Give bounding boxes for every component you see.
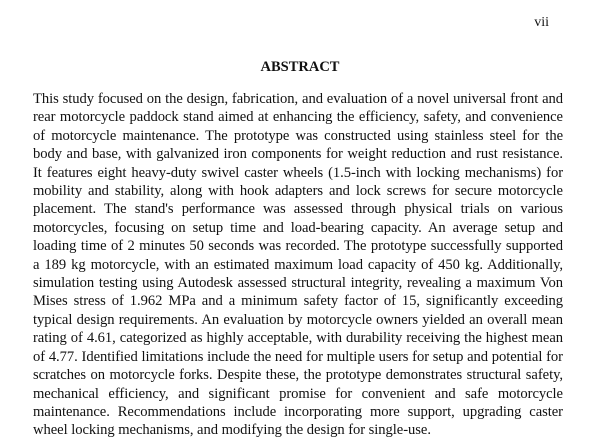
abstract-paragraph: This study focused on the design, fabrication, and evaluation of a novel universal front and rear motorcycle paddock stand aimed at enhancing the efficiency, safety, and convenience of motorcycle maintenance. The prototype was constructed using stainless steel for the body and base, with galvanized iron components for weight reduction and rust resistance. It features eight heavy-duty swivel caster wheels (1.5-inch with locking mechanisms) for mobility and stability, along with hook adapters and lock screws for secure motorcycle placement. The stand's performance was assessed through physical trials on various motorcycles, focusing on setup time and load-bearing capacity. An average setup and loading time of 2 minutes 50 seconds was recorded. The prototype successfully supported a 189 kg motorcycle, with an estimated maximum load capacity of 450 kg. Additionally, simulation testing using Autodesk assessed structural integrity, revealing a maximum Von Mises stress of 1.962 MPa and a minimum safety factor of 15, significantly exceeding typical design requirements. An evaluation by motorcycle owners yielded an overall mean rating of 4.61, categorized as highly acceptable, with durability receiving the highest mean of 4.77. Identified limitations include the need for multiple users for setup and potential for scratches on motorcycle forks. Despite these, the prototype demonstrates structural safety, mechanical efficiency, and significant promise for convenient and safe motorcycle maintenance. Recommendations include incorporating more support, upgrading caster wheel locking mechanisms, and modifying the design for single-use. (33, 91, 563, 439)
page-number: vii (534, 15, 549, 30)
section-title: ABSTRACT (260, 59, 340, 75)
